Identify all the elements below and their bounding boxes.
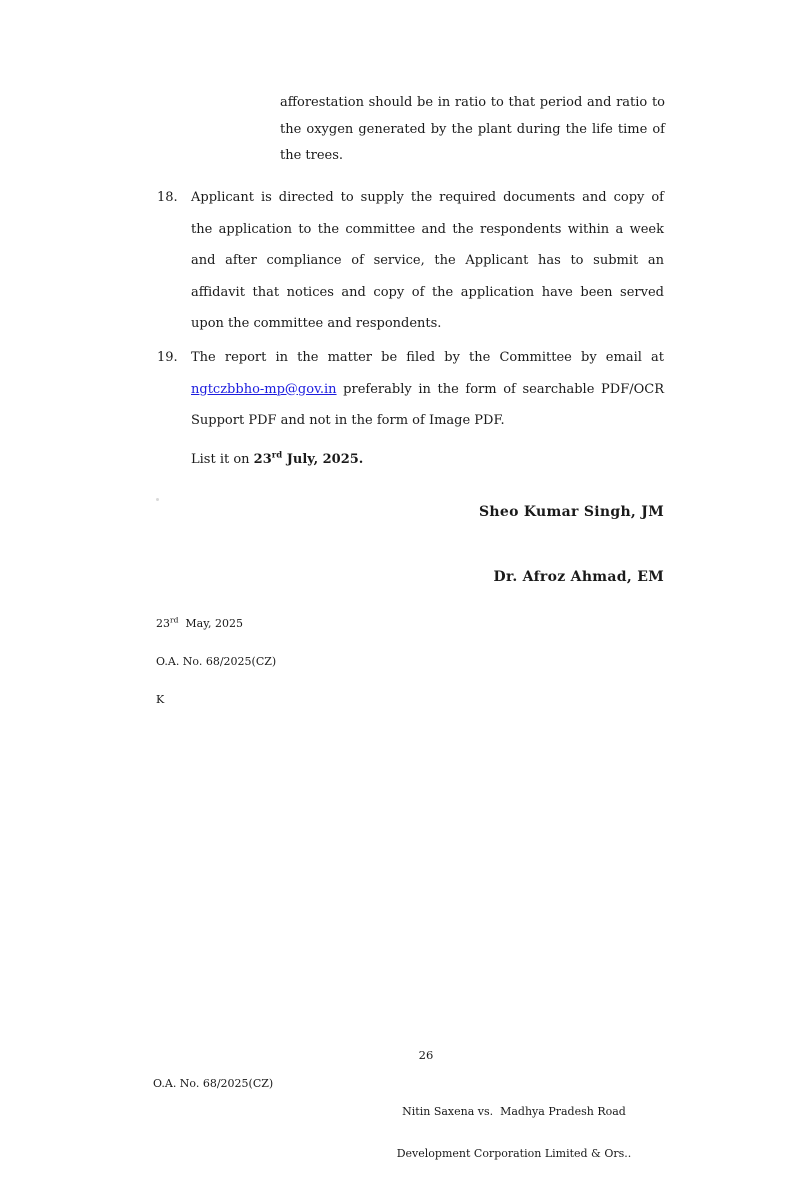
order-item-18: [157, 182, 664, 340]
list-date-prefix: List it on: [191, 452, 254, 467]
paragraph-line: afforestation should be in ratio to that period and ratio to: [280, 95, 665, 110]
item-18-line: affidavit that notices and copy of the application have been served: [191, 284, 664, 300]
order-item-19: [157, 342, 664, 437]
case-number: O.A. No. 68/2025(CZ): [156, 654, 277, 668]
email-link[interactable]: ngtczbbho-mp@gov.in: [191, 381, 337, 397]
list-date-value: [254, 452, 364, 467]
footer-case-number: O.A. No. 68/2025(CZ): [153, 1077, 274, 1090]
order-date-block: [156, 592, 276, 733]
item-18-line: Applicant is directed to supply the required documents and copy of: [191, 190, 664, 205]
item-19-line-rest: preferably in the form of searchable PDF/OCR: [336, 381, 664, 397]
order-date-rest: May, 2025: [178, 616, 243, 630]
order-date: [156, 614, 276, 631]
item-19-line: The report in the matter be filed by the Committee by email at: [191, 350, 664, 365]
list-date-day: 23: [253, 452, 272, 467]
signature-expert-member: Dr. Afroz Ahmad, EM: [493, 569, 664, 585]
item-18-line: and after compliance of service, the Applicant has to submit an: [191, 253, 664, 268]
list-date-line: [191, 450, 363, 470]
item-18-line: upon the committee and respondents.: [191, 316, 442, 331]
item-18-line: the application to the committee and the respondents within a week: [191, 221, 664, 237]
item-19-line: [191, 374, 664, 406]
order-date-ordinal: rd: [170, 614, 179, 624]
footer-case-title-line: Nitin Saxena vs. Madhya Pradesh Road: [402, 1105, 626, 1118]
scan-speck: [156, 498, 159, 501]
paragraph-line: the oxygen generated by the plant during the life time of: [280, 121, 665, 137]
item-19-line: Support PDF and not in the form of Image PDF.: [191, 413, 505, 428]
order-date-day: 23: [156, 616, 170, 630]
list-date-ordinal: rd: [271, 450, 283, 461]
signature-judicial-member: Sheo Kumar Singh, JM: [478, 504, 664, 520]
paragraph-continuation: [280, 90, 665, 170]
paragraph-line: the trees.: [280, 148, 344, 163]
item-18-number: 18.: [157, 190, 178, 205]
footer-case-title-line: Development Corporation Limited & Ors..: [396, 1147, 632, 1160]
item-19-number: 19.: [157, 350, 178, 365]
list-date-rest: July, 2025.: [282, 452, 364, 467]
footer-page-number: 26: [418, 1048, 434, 1062]
footer-case-title: [396, 1077, 632, 1189]
stenographer-initial: K: [156, 693, 165, 707]
